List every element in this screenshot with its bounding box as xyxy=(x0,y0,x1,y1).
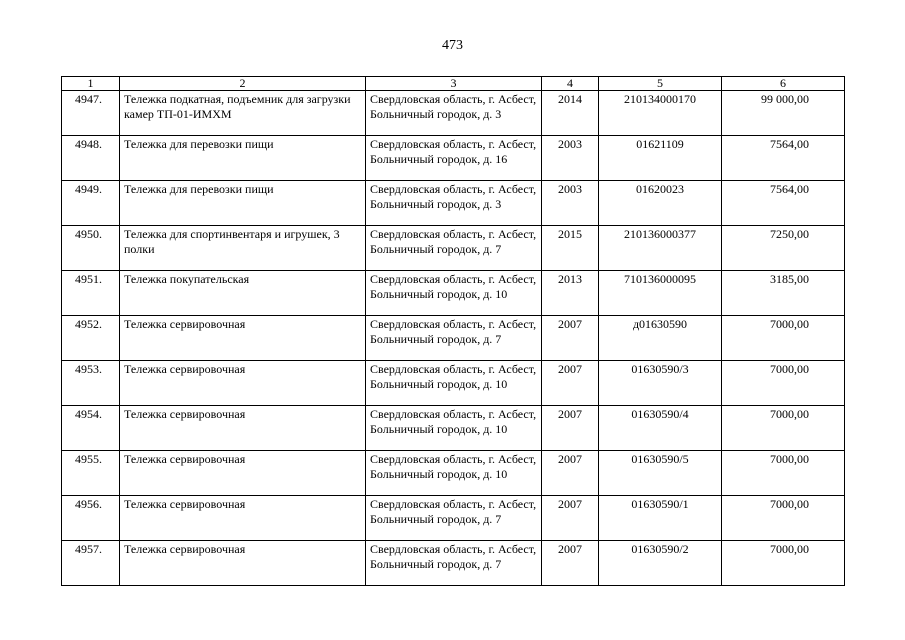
item-year: 2007 xyxy=(542,451,599,496)
item-address: Свердловская область, г. Асбест, Больничный городок, д. 10 xyxy=(366,451,542,496)
item-address: Свердловская область, г. Асбест, Больничный городок, д. 10 xyxy=(366,361,542,406)
item-inventory-number: д01630590 xyxy=(599,316,722,361)
item-cost: 7250,00 xyxy=(722,226,845,271)
item-inventory-number: 01630590/4 xyxy=(599,406,722,451)
item-address: Свердловская область, г. Асбест, Больничный городок, д. 7 xyxy=(366,496,542,541)
item-name: Тележка сервировочная xyxy=(120,361,366,406)
item-inventory-number: 01620023 xyxy=(599,181,722,226)
item-year: 2007 xyxy=(542,496,599,541)
column-header-6: 6 xyxy=(722,77,845,91)
item-name: Тележка сервировочная xyxy=(120,316,366,361)
item-cost: 7000,00 xyxy=(722,361,845,406)
column-number-row xyxy=(62,77,845,91)
item-name: Тележка подкатная, подъемник для загрузки камер ТП-01-ИМХМ xyxy=(120,91,366,136)
item-name: Тележка для перевозки пищи xyxy=(120,136,366,181)
table-row xyxy=(62,91,845,136)
item-year: 2007 xyxy=(542,361,599,406)
item-address: Свердловская область, г. Асбест, Больничный городок, д. 3 xyxy=(366,181,542,226)
item-inventory-number: 01630590/1 xyxy=(599,496,722,541)
item-number: 4947. xyxy=(62,91,120,136)
table-row xyxy=(62,451,845,496)
table-row xyxy=(62,181,845,226)
item-year: 2015 xyxy=(542,226,599,271)
table-row xyxy=(62,541,845,586)
item-year: 2007 xyxy=(542,541,599,586)
item-number: 4948. xyxy=(62,136,120,181)
item-cost: 7000,00 xyxy=(722,406,845,451)
item-name: Тележка сервировочная xyxy=(120,541,366,586)
page-number: 473 xyxy=(442,38,463,53)
item-number: 4949. xyxy=(62,181,120,226)
item-name: Тележка сервировочная xyxy=(120,496,366,541)
table-row xyxy=(62,226,845,271)
item-year: 2007 xyxy=(542,406,599,451)
item-number: 4956. xyxy=(62,496,120,541)
item-cost: 7000,00 xyxy=(722,316,845,361)
item-year: 2007 xyxy=(542,316,599,361)
item-address: Свердловская область, г. Асбест, Больничный городок, д. 7 xyxy=(366,316,542,361)
table-row xyxy=(62,406,845,451)
item-address: Свердловская область, г. Асбест, Больничный городок, д. 7 xyxy=(366,541,542,586)
table-row xyxy=(62,496,845,541)
item-cost: 7564,00 xyxy=(722,136,845,181)
column-header-2: 2 xyxy=(120,77,366,91)
table-row xyxy=(62,271,845,316)
item-address: Свердловская область, г. Асбест, Больничный городок, д. 10 xyxy=(366,271,542,316)
item-cost: 3185,00 xyxy=(722,271,845,316)
item-name: Тележка покупательская xyxy=(120,271,366,316)
item-number: 4954. xyxy=(62,406,120,451)
item-cost: 7000,00 xyxy=(722,496,845,541)
item-address: Свердловская область, г. Асбест, Больничный городок, д. 3 xyxy=(366,91,542,136)
item-number: 4953. xyxy=(62,361,120,406)
item-year: 2003 xyxy=(542,136,599,181)
item-name: Тележка сервировочная xyxy=(120,406,366,451)
item-address: Свердловская область, г. Асбест, Больничный городок, д. 10 xyxy=(366,406,542,451)
table-row xyxy=(62,316,845,361)
item-inventory-number: 01621109 xyxy=(599,136,722,181)
item-inventory-number: 01630590/3 xyxy=(599,361,722,406)
property-registry-table xyxy=(61,76,845,586)
item-year: 2014 xyxy=(542,91,599,136)
item-number: 4951. xyxy=(62,271,120,316)
item-cost: 7564,00 xyxy=(722,181,845,226)
column-header-1: 1 xyxy=(62,77,120,91)
item-number: 4950. xyxy=(62,226,120,271)
item-cost: 99 000,00 xyxy=(722,91,845,136)
item-address: Свердловская область, г. Асбест, Больничный городок, д. 16 xyxy=(366,136,542,181)
item-inventory-number: 01630590/2 xyxy=(599,541,722,586)
column-header-3: 3 xyxy=(366,77,542,91)
column-header-4: 4 xyxy=(542,77,599,91)
item-name: Тележка для спортинвентаря и игрушек, 3 полки xyxy=(120,226,366,271)
item-name: Тележка сервировочная xyxy=(120,451,366,496)
column-header-5: 5 xyxy=(599,77,722,91)
table-row xyxy=(62,136,845,181)
item-inventory-number: 01630590/5 xyxy=(599,451,722,496)
item-inventory-number: 210136000377 xyxy=(599,226,722,271)
item-year: 2013 xyxy=(542,271,599,316)
item-inventory-number: 210134000170 xyxy=(599,91,722,136)
item-number: 4952. xyxy=(62,316,120,361)
item-cost: 7000,00 xyxy=(722,451,845,496)
item-number: 4957. xyxy=(62,541,120,586)
item-number: 4955. xyxy=(62,451,120,496)
table-row xyxy=(62,361,845,406)
item-year: 2003 xyxy=(542,181,599,226)
item-cost: 7000,00 xyxy=(722,541,845,586)
item-address: Свердловская область, г. Асбест, Больничный городок, д. 7 xyxy=(366,226,542,271)
item-name: Тележка для перевозки пищи xyxy=(120,181,366,226)
item-inventory-number: 710136000095 xyxy=(599,271,722,316)
